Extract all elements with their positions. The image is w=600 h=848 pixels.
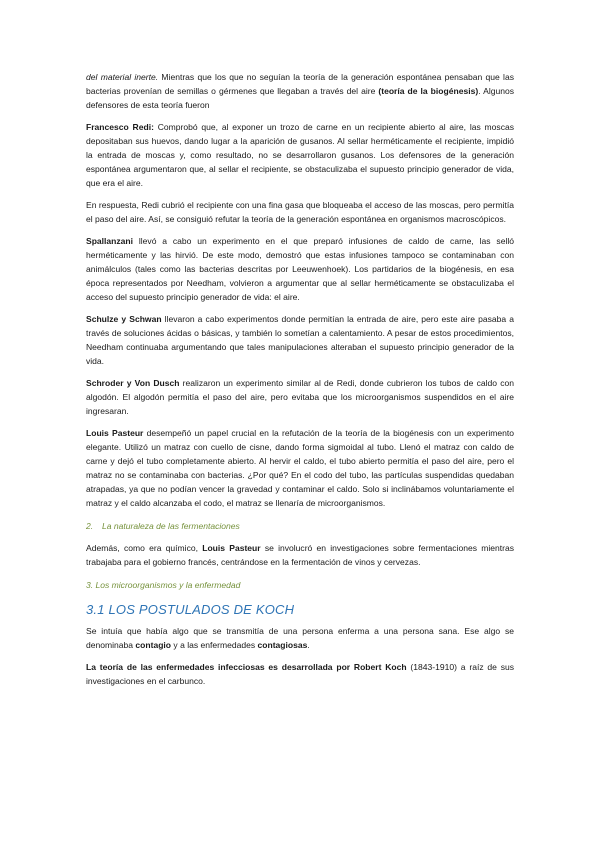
scientist-name: Louis Pasteur — [86, 428, 144, 438]
paragraph-intro: del material inerte. Mientras que los que no seguían la teoría de la generación espontánea pensaban que las bacterias provenían de semillas o gérmenes que llegaban a través del aire (teoría de la biogénesis). Algunos defensores de esta teoría fueron — [86, 72, 515, 110]
paragraph-schroder-dusch: Schroder y Von Dusch realizaron un experimento similar al de Redi, donde cubrieron los tubos de caldo con algodón. El algodón permitía el paso del aire, pero evitaba que los microorganismos suspendidos en el aire ingresaran. — [86, 378, 514, 416]
scientist-name: Schroder y Von Dusch — [86, 378, 180, 388]
bold-term: (teoría de la biogénesis) — [378, 86, 479, 96]
paragraph-pasteur: Louis Pasteur desempeñó un papel crucial en la refutación de la teoría de la biogénesis con un experimento elegante. Utilizó un matraz con cuello de cisne, dando forma sigmoidal al tubo. Llenó el matraz con caldo de carne y dejó el tubo completamente abierto. Al hervir el caldo, el tubo abierto permitía el paso del aire, pero el matraz no se contaminaba con bacterias. ¿Por qué? En el codo del tubo, las partículas suspendidas quedaban atrapadas, ya que no podían vencer la gravedad y contaminar el caldo. Solo si inclinábamos voluntariamente el matraz y el caldo alcanzaba el codo, el matraz se llenaría de microorganismos. — [86, 428, 514, 508]
scientist-name: Spallanzani — [86, 236, 134, 246]
subsection-heading-koch: 3.1 LOS POSTULADOS DE KOCH — [86, 602, 295, 617]
scientist-name: Francesco Redi: — [86, 122, 154, 132]
paragraph-redi: Francesco Redi: Comprobó que, al exponer un trozo de carne en un recipiente abierto al aire, las moscas depositaban sus huevos, dando lugar a la aparición de gusanos. Al sellar herméticamente el recipiente, impidió la entrada de moscas y, como resultado, no se desarrollaron gusanos. Los defensores de la generación espontánea argumentaron que, al sellar el recipiente, se obstaculizaba el supuesto principio generador de vida, que era el aire. — [86, 122, 514, 188]
paragraph-pasteur-fermentation: Además, como era químico, Louis Pasteur se involucró en investigaciones sobre fermentaciones mientras trabajaba para el gobierno francés, centrándose en la fermentación de vinos y cervezas. — [86, 543, 515, 567]
paragraph-koch-theory: La teoría de las enfermedades infecciosas es desarrollada por Robert Koch (1843-1910) a raíz de sus investigaciones en el carbunco. — [86, 662, 514, 686]
scientist-name: Schulze y Schwan — [86, 314, 162, 324]
paragraph-redi-response: En respuesta, Redi cubrió el recipiente con una fina gasa que bloqueaba el acceso de las moscas, pero permitía el paso del aire. Así, se consiguió refutar la teoría de la generación espontánea en organismos macroscópicos. — [86, 200, 514, 224]
paragraph-spallanzani: Spallanzani llevó a cabo un experimento en el que preparó infusiones de caldo de carne, las selló herméticamente y las hirvió. De este modo, demostró que estas infusiones tampoco se contaminaban con animálculos (tales como las bacterias descritas por Leeuwenhoek). Los partidarios de la biogénesis, en esa época representados por Needham, volvieron a argumentar que al sellar herméticamente se obstaculizaba el acceso del supuesto principio generador de vida: el aire. — [86, 236, 514, 302]
section-heading-enfermedad: 3. Los microorganismos y la enfermedad — [86, 580, 241, 590]
bold-term: contagiosas — [257, 640, 308, 650]
scientist-name: Louis Pasteur — [202, 543, 261, 553]
paragraph-contagio: Se intuía que había algo que se transmitía de una persona enferma a una persona sana. Ese algo se denominaba contagio y a las enfermedades contagiosas. — [86, 626, 514, 650]
bold-term: contagio — [135, 640, 172, 650]
bold-statement: La teoría de las enfermedades infecciosas es desarrollada por Robert Koch — [86, 662, 407, 672]
section-heading-fermentaciones: 2. La naturaleza de las fermentaciones — [86, 521, 240, 531]
italic-phrase: del material inerte. — [86, 72, 159, 82]
document-body — [86, 70, 514, 688]
paragraph-schulze-schwan: Schulze y Schwan llevaron a cabo experimentos donde permitían la entrada de aire, pero este aire pasaba a través de soluciones ácidas o básicas, y también lo sometían a calentamiento. A pesar de estos procedimientos, Needham continuaba argumentando que tales manipulaciones alteraban el supuesto principio generador de la vida. — [86, 314, 514, 366]
